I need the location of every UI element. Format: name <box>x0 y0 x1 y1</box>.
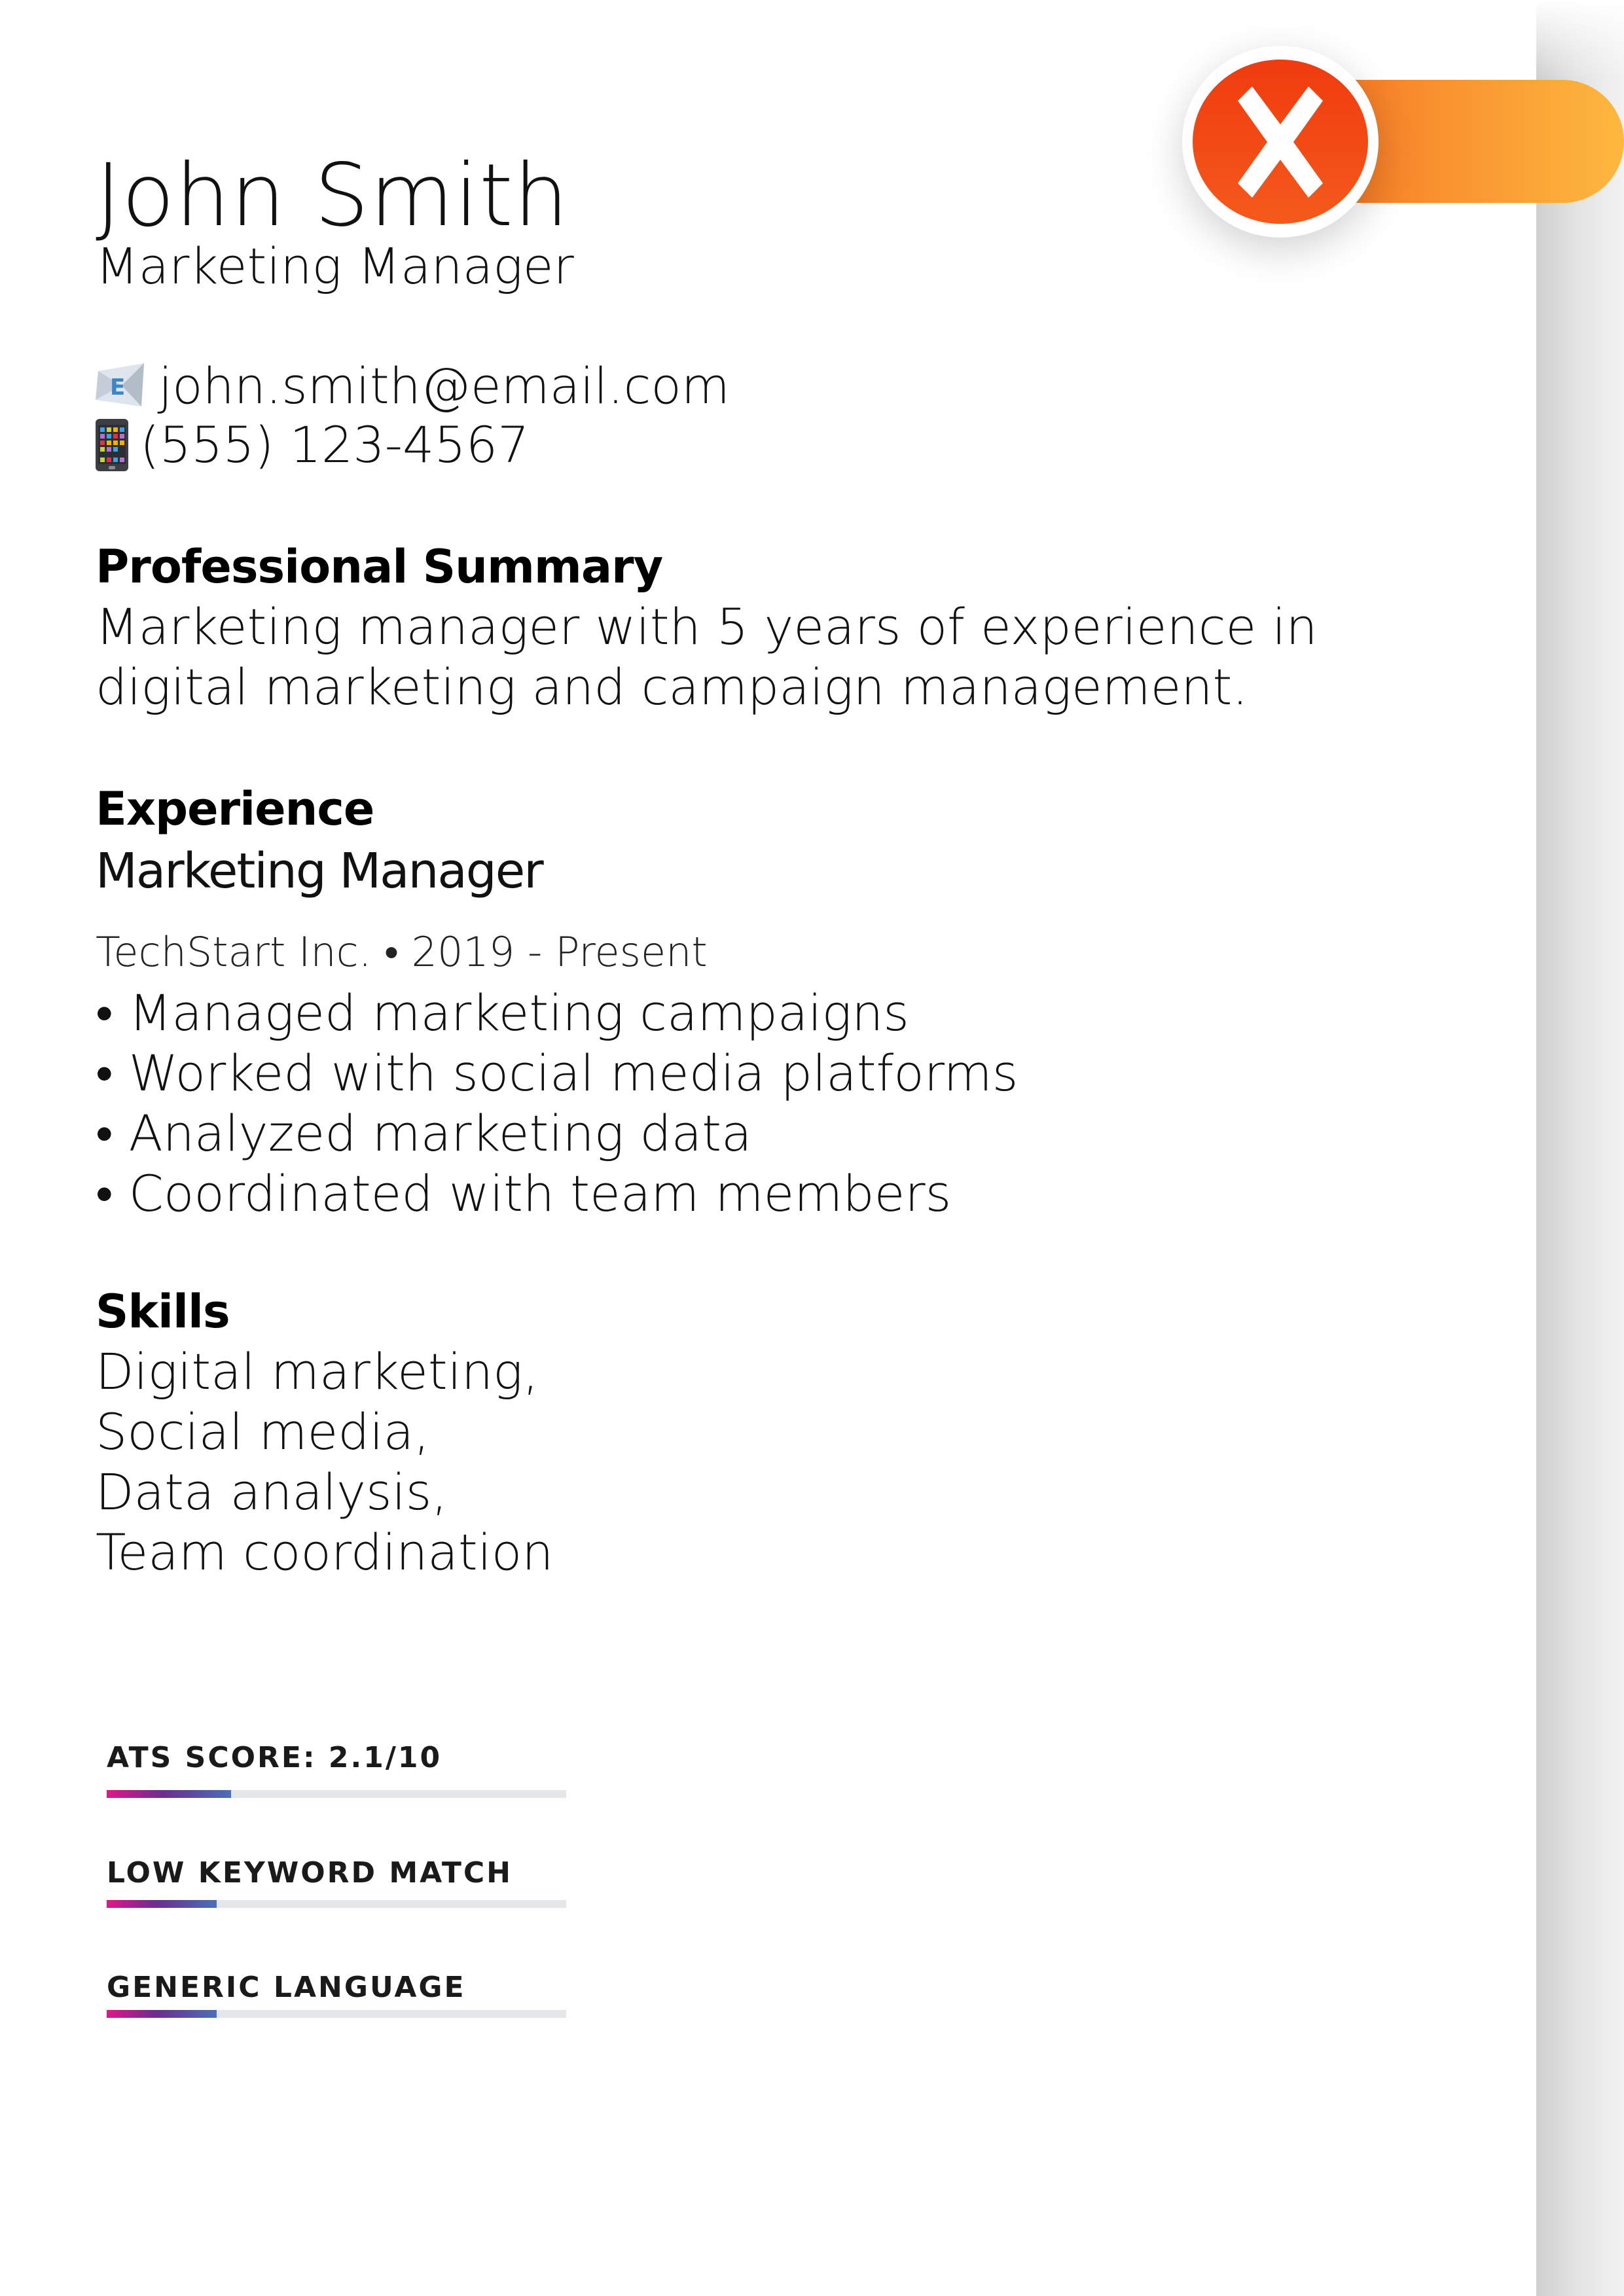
job-bullet: • Worked with social media platforms <box>96 1044 1019 1102</box>
skill-item: Team coordination <box>96 1523 554 1581</box>
mobile-phone-icon <box>96 419 128 471</box>
job-bullet: • Analyzed marketing data <box>96 1104 752 1162</box>
e-mail-icon <box>96 363 147 409</box>
metric-keyword-bar <box>107 1900 566 1908</box>
email-text: john.smith@email.com <box>158 357 730 415</box>
contact-phone <box>96 416 529 474</box>
metric-language-bar <box>107 2010 566 2018</box>
x-mark-icon <box>1238 86 1323 198</box>
skill-item: Digital marketing, <box>96 1342 539 1401</box>
metric-ats-score-fill <box>107 1790 231 1798</box>
phone-text: (555) 123-4567 <box>140 416 530 474</box>
contact-email <box>96 357 730 415</box>
skill-item: Data analysis, <box>96 1463 448 1521</box>
svg-text:E: E <box>110 374 126 401</box>
summary-line-2: digital marketing and campaign management. <box>96 658 1248 716</box>
metric-language-fill <box>107 2010 217 2018</box>
job-bullet: • Coordinated with team members <box>96 1164 952 1223</box>
page-edge-shadow <box>1536 0 1624 2296</box>
metric-keyword-fill <box>107 1900 217 1908</box>
metric-ats-score-bar <box>107 1790 566 1798</box>
status-badge <box>1193 60 1368 224</box>
job-bullet: • Managed marketing campaigns <box>96 984 909 1042</box>
job-role: Marketing Manager <box>96 843 543 899</box>
experience-heading: Experience <box>96 782 374 836</box>
job-company-dates: TechStart Inc. • 2019 - Present <box>96 928 708 976</box>
metric-keyword-label: LOW KEYWORD MATCH <box>107 1856 513 1890</box>
skills-heading: Skills <box>96 1285 230 1338</box>
summary-heading: Professional Summary <box>96 540 663 594</box>
candidate-title: Marketing Manager <box>96 237 574 295</box>
metric-language-label: GENERIC LANGUAGE <box>107 1971 466 2004</box>
summary-line-1: Marketing manager with 5 years of experience in <box>96 598 1318 656</box>
metric-ats-score-label: ATS SCORE: 2.1/10 <box>107 1741 442 1774</box>
skill-item: Social media, <box>96 1403 430 1461</box>
candidate-name: John Smith <box>96 145 569 246</box>
